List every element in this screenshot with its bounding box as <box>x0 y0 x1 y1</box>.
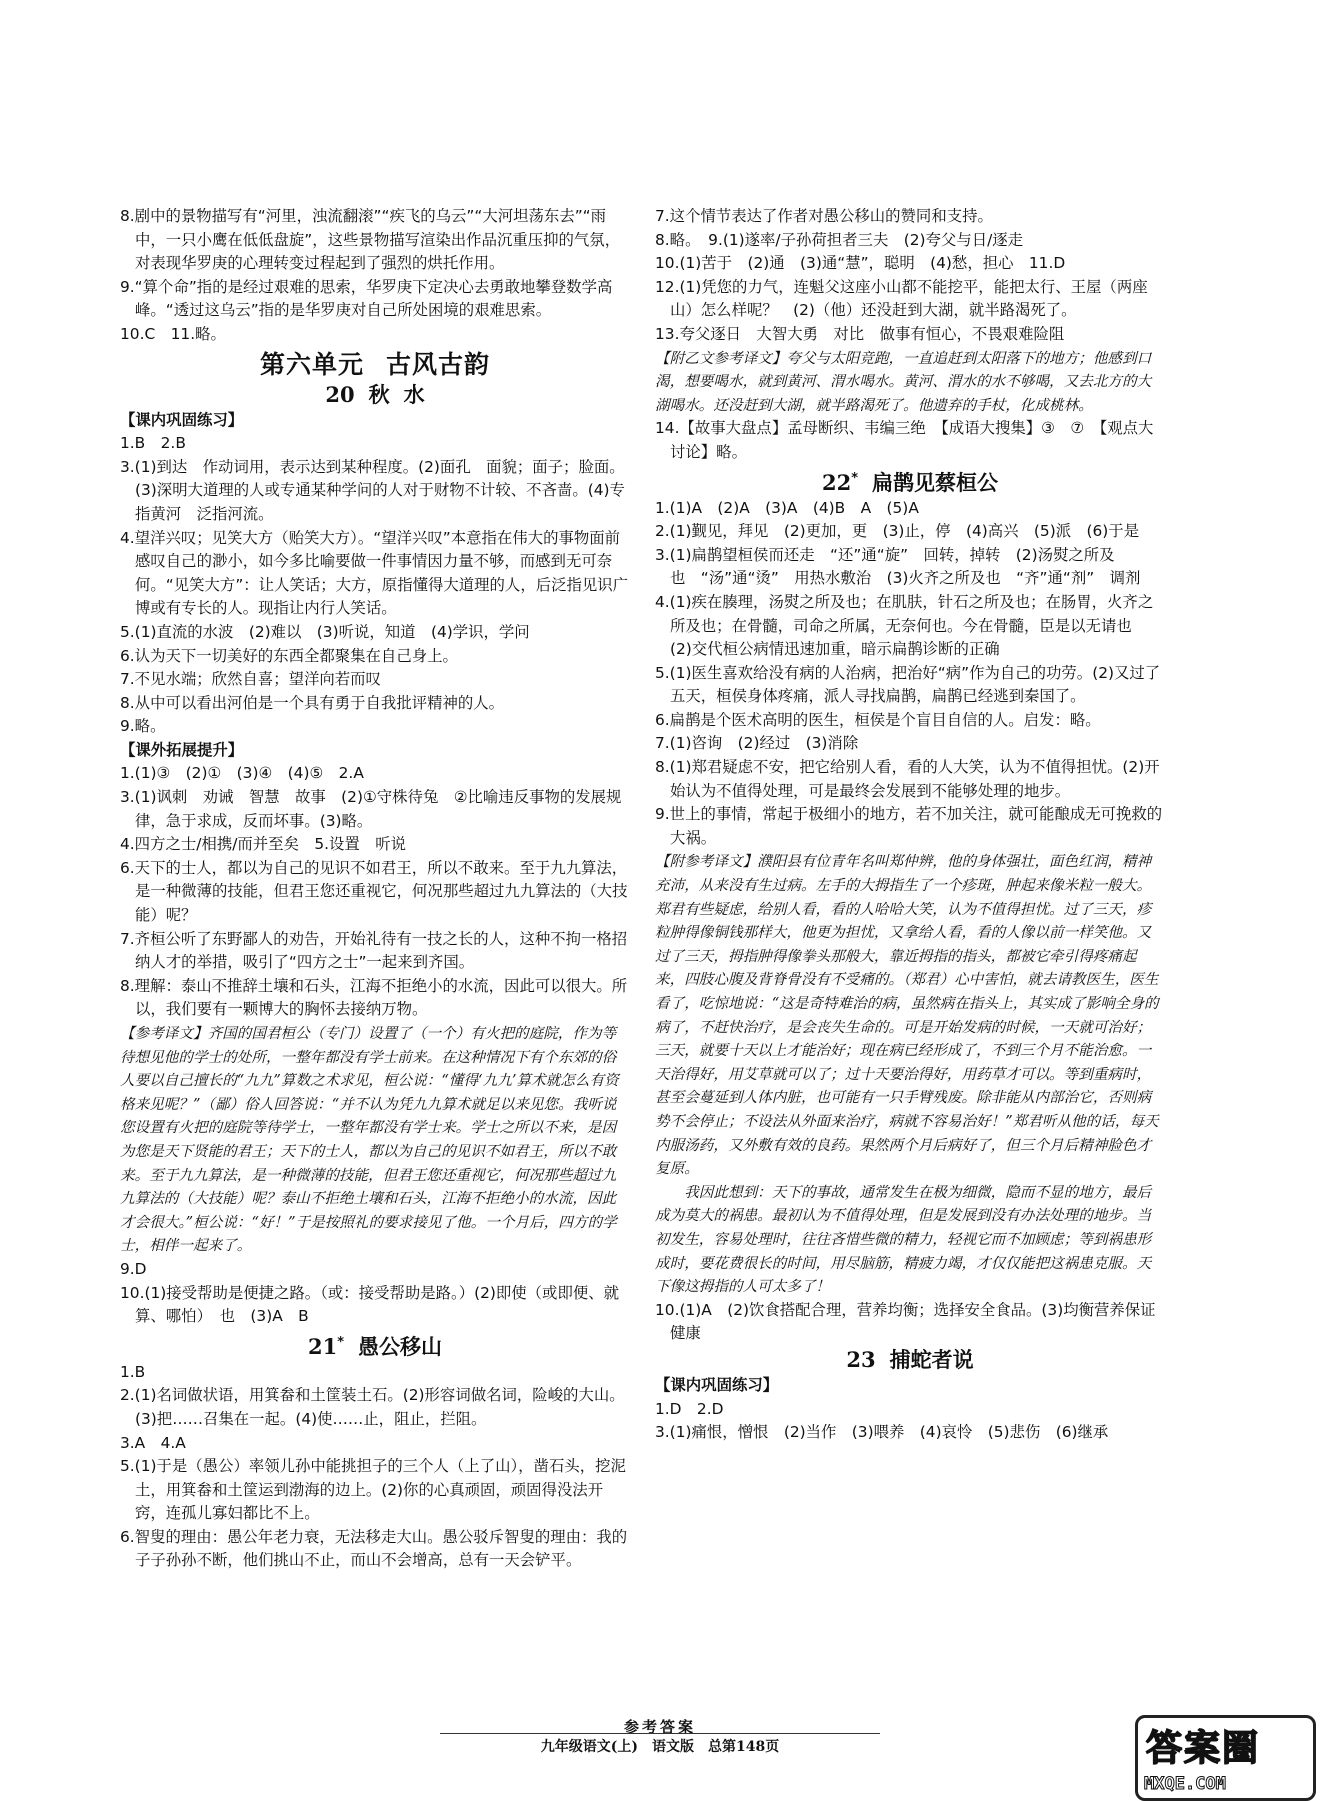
lesson-heading-23 <box>655 1346 1165 1374</box>
answer-item: 10.(1)接受帮助是便捷之路。（或：接受帮助是路。）(2)即使（或即便、就算、哪怕） 也 (3)A B <box>120 1283 620 1326</box>
answer-item: 9.“算个命”指的是经过艰难的思索，华罗庚下定决心去勇敢地攀登数学高峰。“透过这乌云”指的是华罗庚对自己所处困境的艰难思索。 <box>120 277 613 320</box>
right-column <box>655 205 1165 1445</box>
answer-item: 9.略。 <box>120 717 166 736</box>
answer-item: 4.(1)疾在腠理，汤熨之所及也；在肌肤，针石之所及也；在肠胃，火齐之所及也；在骨髓，司命之所属，无奈何也。今在骨髓，臣是以无请也 (2)交代桓公病情迅速加重，暗示扁鹊诊断的正确 <box>655 592 1154 659</box>
answer-item: 1.B 2.B <box>120 434 186 453</box>
answer-item: 4.四方之士/相携/而并至矣 5.设置 听说 <box>120 835 406 854</box>
answer-item: 2.(1)觐见，拜见 (2)更加，更 (3)止，停 (4)高兴 (5)派 (6)于是 <box>655 522 1140 541</box>
unit-number: 第六单元 <box>259 349 364 379</box>
section-heading: 【课外拓展提升】 <box>120 740 244 759</box>
answer-item: 4.望洋兴叹；见笑大方（贻笑大方）。“望洋兴叹”本意指在伟大的事物面前感叹自己的渺小，如今多比喻要做一件事情因力量不够，而感到无可奈何。“见笑大方”：让人笑话；大方，原指懂得大道理的人，后泛指见识广博或有专长的人。现指让内行人笑话。 <box>120 528 629 618</box>
unit-title: 古风古韵 <box>386 349 491 379</box>
answer-item: 7.这个情节表达了作者对愚公移山的赞同和支持。 <box>655 207 993 225</box>
translation-note: 我因此想到：天下的事故，通常发生在极为细微，隐而不显的地方，最后成为莫大的祸患。最初认为不值得处理，但是发展到没有办法处理的地步。当初发生，容易处理时，往往吝惜些微的精力，轻视它而不加顾虑；等到祸患形成时，要花费很长的时间，用尽脑筋，精疲力竭，才仅仅能把这祸患克服。天下像这拇指的人可太多了！ <box>655 1183 1152 1296</box>
answer-item: 3.A 4.A <box>120 1433 186 1452</box>
answer-item: 1.(1)③ (2)① (3)④ (4)⑤ 2.A <box>120 764 364 783</box>
lesson-title: 秋 <box>368 381 390 407</box>
optional-mark-icon: * <box>851 470 859 486</box>
footer-page-info: 九年级语文(上) 语文版 总第148页 <box>540 1739 780 1755</box>
answer-item: 3.(1)痛恨，憎恨 (2)当作 (3)喂养 (4)哀怜 (5)悲伤 (6)继承 <box>655 1423 1109 1442</box>
watermark-text: 答案圈 <box>1146 1727 1261 1769</box>
answer-item: 6.认为天下一切美好的东西全都聚集在自己身上。 <box>120 646 458 665</box>
answer-item: 10.(1)A (2)饮食搭配合理，营养均衡；选择安全食品。(3)均衡营养保证健康 <box>655 1300 1156 1343</box>
answer-item: 7.不见水端；欣然自喜；望洋向若而叹 <box>120 670 381 689</box>
answer-item: 2.(1)名词做状语，用箕畚和土筐装土石。(2)形容词做名词，险峻的大山。(3)把……召集在一起。(4)使……止，阻止，拦阻。 <box>120 1386 625 1428</box>
left-column <box>120 205 630 1573</box>
lesson-title: 捕蛇者说 <box>889 1346 974 1372</box>
answer-item: 3.(1)讽刺 劝诫 智慧 故事 (2)①守株待兔 ②比喻违反事物的发展规律，急于求成，反而坏事。(3)略。 <box>120 788 622 830</box>
lesson-title: 愚公移山 <box>358 1333 443 1359</box>
translation-note: 【附参考译文】濮阳县有位青年名叫郑仲辨，他的身体强壮，面色红润，精神充沛，从来没有生过病。左手的大拇指生了一个疹斑，肿起来像米粒一般大。郑君有些疑虑，给别人看，看的人哈哈大笑，认为不值得担忧。过了三天，疹粒肿得像铜钱那样大，他更为担忧，又拿给人看，看的人像以前一样笑他。又过了三天，拇指肿得像拳头那般大，靠近拇指的指头，都被它牵引得疼痛起来，四肢心腹及背脊骨没有不受痛的。（郑君）心中害怕，就去请教医生，医生看了，吃惊地说：“这是奇特难治的病，虽然病在指头上，其实成了影响全身的病了，不赶快治疗，是会丧失生命的。可是开始发病的时候，一天就可治好；三天，就要十天以上才能治好；现在病已经形成了，不到三个月不能治愈。一天治得好，用艾草就可以了；过十天要治得好，用药草才可以。等到重病时，甚至会蔓延到人体内脏，也可能有一只手臂残废。除非能从内部治它，否则病势不会停止；不设法从外面来治疗，病就不容易治好！”郑君听从他的话，每天内服汤药，又外敷有效的良药。果然两个月后病好了，但三个月后精神脸色才复原。 <box>655 853 1159 1178</box>
lesson-number: 23 <box>846 1346 876 1372</box>
answer-item: 3.(1)扁鹊望桓侯而还走 “还”通“旋” 回转，掉转 (2)汤熨之所及也 “汤”通“烫” 用热水敷治 (3)火齐之所及也 “齐”通“剂” 调剂 <box>655 545 1141 588</box>
answer-item: 6.扁鹊是个医术高明的医生，桓侯是个盲目自信的人。启发：略。 <box>655 710 1101 729</box>
footer-label: 参考答案 <box>623 1718 696 1736</box>
lesson-number: 20 <box>325 381 355 407</box>
answer-item: 10.C 11.略。 <box>120 324 226 343</box>
translation-note: 【参考译文】齐国的国君桓公（专门）设置了（一个）有火把的庭院，作为等待想见他的学士的处所，一整年都没有学士前来。在这种情况下有个东郊的俗人要以自己擅长的“九九”算数之术求见，桓公说：“懂得‘九九’算术就怎么有资格来见呢？”（鄙）俗人回答说：“并不认为凭九九算术就足以来见您。我听说您设置有火把的庭院等待学士，一整年都没有学士来。学士之所以不来，是因为您是天下贤能的君王；天下的士人，都以为自己的见识不如君王，所以不敢来。至于九九算法，是一种微薄的技能，但君王您还重视它，何况那些超过九九算法的（大技能）呢？泰山不拒绝土壤和石头，江海不拒绝小的水流，因此才会很大。”桓公说：“好！”于是按照礼的要求接见了他。一个月后，四方的学士，相伴一起来了。 <box>120 1025 619 1255</box>
optional-mark-icon: * <box>337 1334 345 1350</box>
answer-item: 9.世上的事情，常起于极细小的地方，若不加关注，就可能酿成无可挽救的大祸。 <box>655 805 1163 847</box>
answer-item: 8.剧中的景物描写有“河里，浊流翻滚”“疾飞的乌云”“大河坦荡东去”“雨中，一只小鹰在低低盘旋”，这些景物描写渲染出作品沉重压抑的气氛，对表现华罗庚的心理转变过程起到了强烈的烘托作用。 <box>120 207 621 273</box>
answer-item: 1.D 2.D <box>655 1399 724 1418</box>
answer-item: 8.理解：泰山不推辞土壤和石头，江海不拒绝小的水流，因此可以很大。所以，我们要有一颗博大的胸怀去接纳万物。 <box>120 976 628 1019</box>
answer-item: 13.夸父逐日 大智大勇 对比 做事有恒心，不畏艰难险阻 <box>655 324 1065 343</box>
answer-item: 5.(1)于是（愚公）率领儿孙中能挑担子的三个人（上了山），凿石头，挖泥土，用箕畚和土筐运到渤海的边上。(2)你的心真顽固，顽固得没法开窍，连孤儿寡妇都比不上。 <box>120 1457 626 1523</box>
answer-item: 5.(1)直流的水波 (2)难以 (3)听说，知道 (4)学识，学问 <box>120 622 530 641</box>
answer-item: 10.(1)苦于 (2)通 (3)通“慧”，聪明 (4)愁，担心 11.D <box>655 254 1066 273</box>
answer-item: 7.(1)咨询 (2)经过 (3)消除 <box>655 734 859 753</box>
lesson-heading-22 <box>655 465 1165 497</box>
answer-item: 1.B <box>120 1362 146 1381</box>
answer-item: 3.(1)到达 作动词用，表示达到某种程度。(2)面孔 面貌；面子；脸面。(3)深明大道理的人或专通某种学问的人对于财物不计较、不吝啬。(4)专指黄河 泛指河流。 <box>120 457 625 523</box>
answer-item: 12.(1)凭您的力气，连魁父这座小山都不能挖平，能把太行、王屋（两座山）怎么样呢？ (2)（他）还没赶到大湖，就半路渴死了。 <box>655 277 1148 320</box>
answer-item: 7.齐桓公听了东野鄙人的劝告，开始礼待有一技之长的人，这种不拘一格招纳人才的举措，吸引了“四方之士”一起来到齐国。 <box>120 929 628 972</box>
section-heading: 【课内巩固练习】 <box>120 410 244 429</box>
unit-heading <box>120 349 630 381</box>
lesson-title: 扁鹊见蔡桓公 <box>872 469 999 495</box>
lesson-number: 21 <box>307 1333 338 1359</box>
translation-note: 【附乙文参考译文】夸父与太阳竞跑，一直追赶到太阳落下的地方；他感到口渴，想要喝水，就到黄河、渭水喝水。黄河、渭水的水不够喝，又去北方的大湖喝水。还没赶到大湖，就半路渴死了。他遗弃的手杖，化成桃林。 <box>655 349 1152 414</box>
answer-item: 8.从中可以看出河伯是一个具有勇于自我批评精神的人。 <box>120 693 505 712</box>
answer-item: 14.【故事大盘点】孟母断织、韦编三绝 【成语大搜集】③ ⑦ 【观点大讨论】略。 <box>655 419 1154 461</box>
answer-item: 5.(1)医生喜欢给没有病的人治病，把治好“病”作为自己的功劳。(2)又过了五天，桓侯身体疼痛，派人寻找扁鹊，扁鹊已经逃到秦国了。 <box>655 663 1161 706</box>
answer-item: 6.天下的士人，都以为自己的见识不如君王，所以不敢来。至于九九算法，是一种微薄的技能，但君王您还重视它，何况那些超过九九算法的（大技能）呢？ <box>120 858 628 925</box>
answer-item: 8.略。 9.(1)遂率/子孙荷担者三夫 (2)夸父与日/逐走 <box>655 230 1024 249</box>
answer-item: 9.D <box>120 1259 147 1278</box>
lesson-heading-20 <box>120 381 630 409</box>
watermark-url: MXQE.COM <box>1144 1774 1226 1794</box>
lesson-heading-21 <box>120 1329 630 1361</box>
answer-item: 1.(1)A (2)A (3)A (4)B A (5)A <box>655 498 919 517</box>
answer-item: 8.(1)郑君疑虑不安，把它给别人看，看的人大笑，认为不值得担忧。(2)开始认为不值得处理，可是最终会发展到不能够处理的地步。 <box>655 758 1160 800</box>
watermark-logo <box>1135 1715 1316 1801</box>
section-heading: 【课内巩固练习】 <box>655 1375 779 1394</box>
lesson-number: 22 <box>821 469 852 495</box>
footer-divider <box>440 1733 880 1734</box>
answer-item: 6.智叟的理由：愚公年老力衰，无法移走大山。愚公驳斥智叟的理由：我的子子孙孙不断，他们挑山不止，而山不会增高，总有一天会铲平。 <box>120 1527 628 1570</box>
lesson-title: 水 <box>403 381 425 407</box>
